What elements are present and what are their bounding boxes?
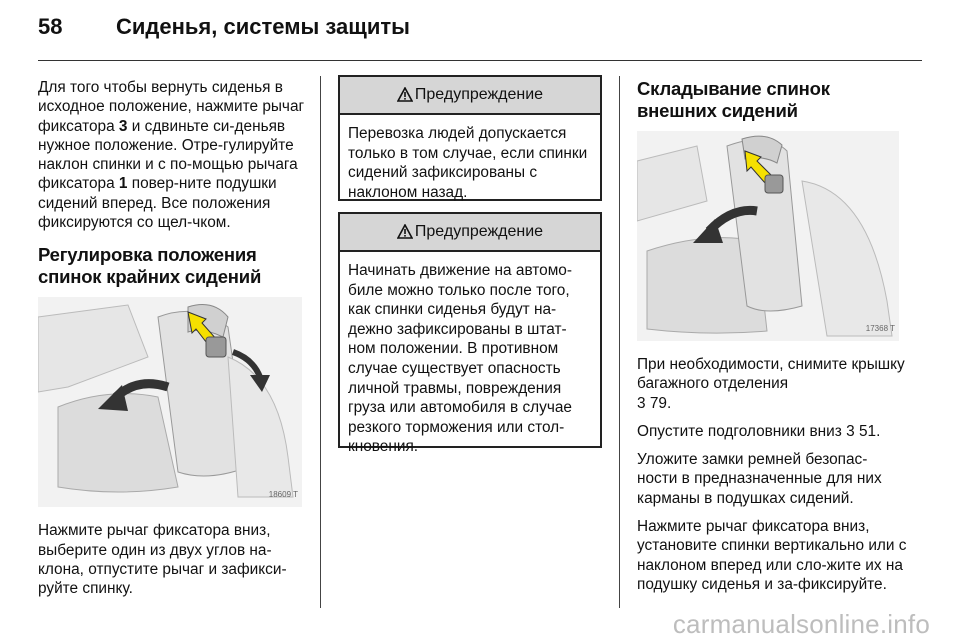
paragraph-cover: При необходимости, снимите крышку багажного отделения 3 79. [637,356,905,412]
warning-header [340,77,600,115]
figure-backrest-lever [38,297,302,507]
warning-title: Предупреждение [414,86,544,103]
warning-text: Перевозка людей допускается только в том случае, если спинки сидений зафиксированы с наклоном назад. [348,125,588,201]
paragraph-buckles: Уложите замки ремней безопас-ности в предназначенные для них карманы в подушках сидений. [637,451,882,507]
column-divider-2 [619,76,620,608]
backrest-adjust-text: Нажмите рычаг фиксатора вниз, выберите один из двух углов на-клона, отпустите рычаг и зафикси-руйте спинку. [38,522,287,598]
page-header [38,14,410,40]
warning-header [340,214,600,252]
figure-code: 18609 T [268,490,298,500]
page-ref-link[interactable]: 3 51. [846,422,881,440]
warning-title: Предупреждение [414,223,544,240]
intro-paragraph: Для того чтобы вернуть сиденья в исходное положение, нажмите рычаг фиксатора 3 и сдвиньте си-деньяв нужное положение. Отре-гулируйте наклон спинки и с по-мощью рычага фиксатора 1 повер-ните подушки сидений вперед. Все положения фиксируются со щел-чком. [38,79,305,232]
page-ref-link[interactable]: 3 79. [637,394,672,412]
section-heading-backrest-adjust: Регулировка положения спинок крайних сидений [38,244,262,288]
column-1 [38,78,310,608]
column-divider-1 [320,76,321,608]
warning-box-2 [338,212,602,456]
watermark: carmanualsonline.info [672,609,930,639]
header-rule [38,60,922,61]
figure-code: 17368 T [865,323,895,333]
warning-triangle-icon [397,224,413,239]
warning-triangle-icon [397,87,413,102]
figure-fold-backrest [637,131,899,341]
section-heading-fold-backrests: Складывание спинок внешних сидений [637,78,830,121]
seat-illustration [38,297,302,507]
page-title: Сиденья, системы защиты [116,14,410,39]
paragraph-headrests: Опустите подголовники вниз 3 51. [637,422,881,440]
column-3 [637,78,907,603]
warning-text: Начинать движение на автомо-биле можно только после того, как спинки сиденья будут на-дежно зафиксированы в штат-ном положении. В противном случае существует опасность личной травмы, повреждения груза или автомобиля в случае резкого торможения или стол-кновения. [348,262,572,456]
paragraph-fold: Нажмите рычаг фиксатора вниз, установите спинки вертикально или с наклоном вперед или сло-жите их на подушку сиденья и за-фиксируйте. [637,518,907,593]
lever-number-1: 1 [118,175,128,193]
page-number: 58 [38,14,63,39]
warning-box-1 [338,75,602,201]
lever-number-3: 3 [118,117,128,135]
fold-seat-illustration [637,131,899,341]
